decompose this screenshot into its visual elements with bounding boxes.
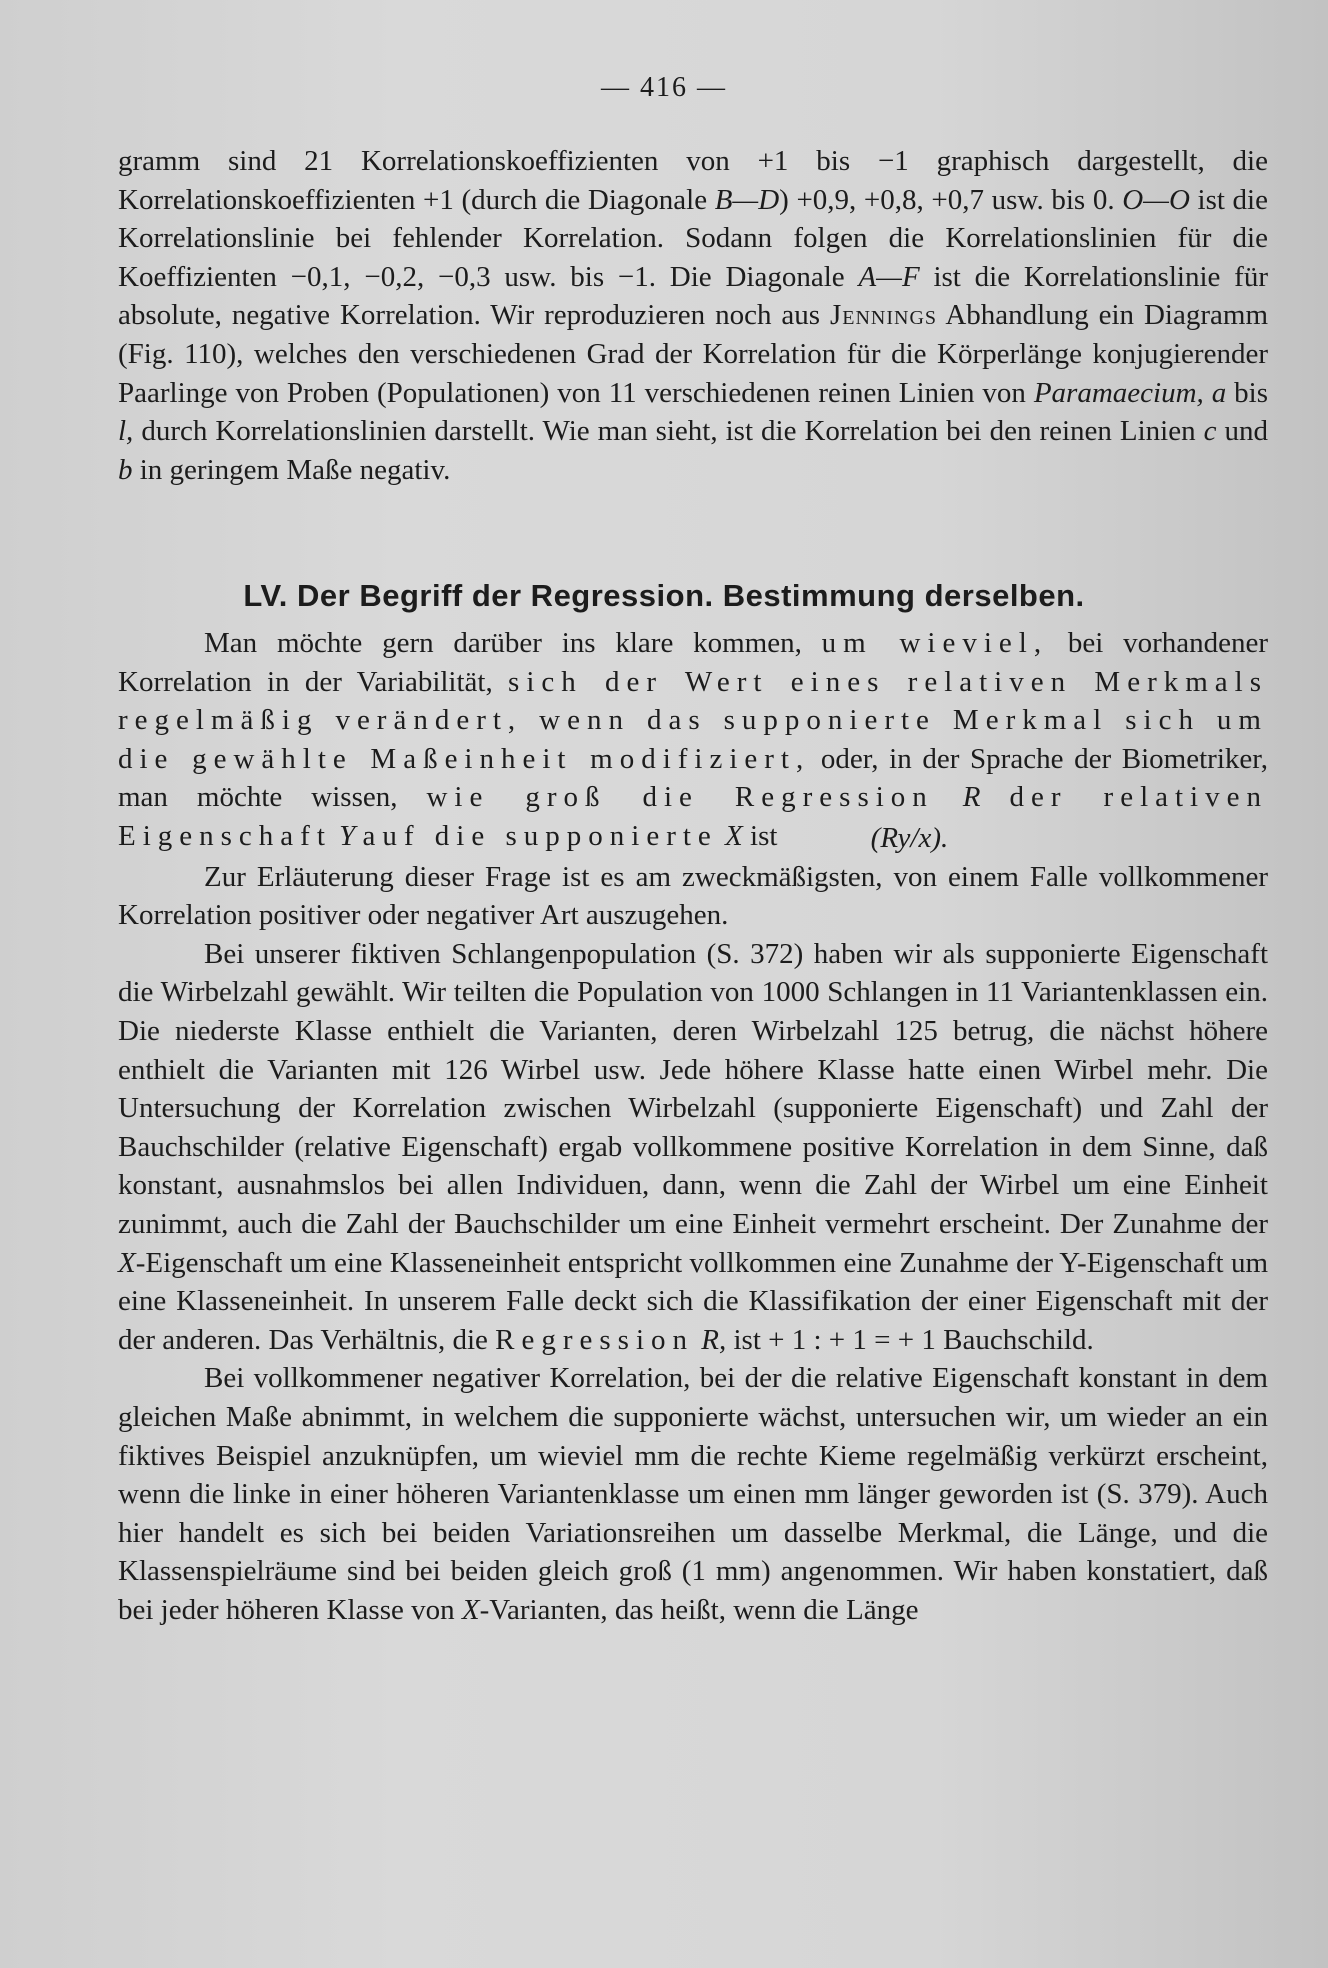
paragraph-2: Man möchte gern darüber ins klare kommen, um wieviel, bei vorhandener Korrelation in der Variabilität, sich der Wert eines relativen Merkmals regelmäßig verändert, wenn das supponierte Merkmal sich um die gewählte Maßeinheit modifiziert, oder, in der Sprache der Biometriker, man möchte wissen, wie groß die Regression R der relativen Eigenschaft Y auf die supponierte X ist (Ry/x). <box>118 624 1268 858</box>
species-name: Paramaecium, <box>1033 376 1204 409</box>
section-heading: LV. Der Begriff der Regression. Bestimmung derselben. <box>243 578 1085 613</box>
body-text <box>118 624 1268 1629</box>
page-number: — 416 — <box>601 72 727 103</box>
paragraph-4: Bei unserer fiktiven Schlangenpopulation (S. 372) haben wir als supponierte Eigenschaft die Wirbelzahl gewählt. Wir teilten die Population von 1000 Schlangen in 11 Variantenklassen ein. Die niederste Klasse enthielt die Varianten, deren Wirbelzahl 125 betrug, die nächst höhere enthielt die Varianten mit 126 Wirbel usw. Jede höhere Klasse hatte einen Wirbel mehr. Die Untersuchung der Korrelation zwischen Wirbelzahl (supponierte Eigenschaft) und Zahl der Bauchschilder (relative Eigenschaft) ergab vollkommene positive Korrelation in dem Sinne, daß konstant, ausnahmslos bei allen Individuen, dann, wenn die Zahl der Wirbel um eine Einheit zunimmt, auch die Zahl der Bauchschilder um eine Einheit vermehrt erscheint. Der Zunahme der X-Eigenschaft um eine Klasseneinheit entspricht vollkommen eine Zunahme der Y-Eigenschaft um eine Klasseneinheit. In unserem Falle deckt sich die Klassifikation der einer Eigenschaft mit der der anderen. Das Verhältnis, die Regression R, ist + 1 : + 1 = + 1 Bauchschild. <box>118 937 1268 1356</box>
paragraph-1: gramm sind 21 Korrelationskoeffizienten von +1 bis −1 graphisch dargestellt, die Korrelationskoeffizienten +1 (durch die Diagonale B—D) +0,9, +0,8, +0,7 usw. bis 0. O—O ist die Korrelationslinie bei fehlender Korrelation. Sodann folgen die Korrelationslinien für die Koeffizienten −0,1, −0,2, −0,3 usw. bis −1. Die Diagonale A—F ist die Korrelationslinie für absolute, negative Korrelation. Wir reproduzieren noch aus Jennings Abhandlung ein Diagramm (Fig. 110), welches den verschiedenen Grad der Korrelation für die Körperlänge konjugierender Paarlinge von Proben (Populationen) von 11 verschiedenen reinen Linien von Paramaecium, a bis l, durch Korrelationslinien darstellt. Wie man sieht, ist die Korrelation bei den reinen Linien c und b in geringem Maße negativ. <box>118 145 1269 486</box>
paragraph-5: Bei vollkommener negativer Korrelation, bei der die relative Eigenschaft konstant in dem gleichen Maße abnimmt, in welchem die supponierte wächst, untersuchen wir, um wieder an ein fiktives Beispiel anzuknüpfen, um wieviel mm die rechte Kieme regelmäßig verkürzt erscheint, wenn die linke in einer höheren Variantenklasse um einen mm länger geworden ist (S. 379). Auch hier handelt es sich bei beiden Variationsreihen um dasselbe Merkmal, die Länge, und die Klassenspielräume sind bei beiden gleich groß (1 mm) angenommen. Wir haben konstatiert, daß bei jeder höheren Klasse von X-Varianten, das heißt, wenn die Länge <box>118 1362 1268 1626</box>
author-name: Jennings <box>829 299 938 332</box>
paragraph-3: Zur Erläuterung dieser Frage ist es am zweckmäßigsten, von einem Falle vollkommener Korrelation positiver oder negativer Art auszugehen. <box>118 860 1268 932</box>
regression-formula: (Ry/x). <box>870 822 949 855</box>
